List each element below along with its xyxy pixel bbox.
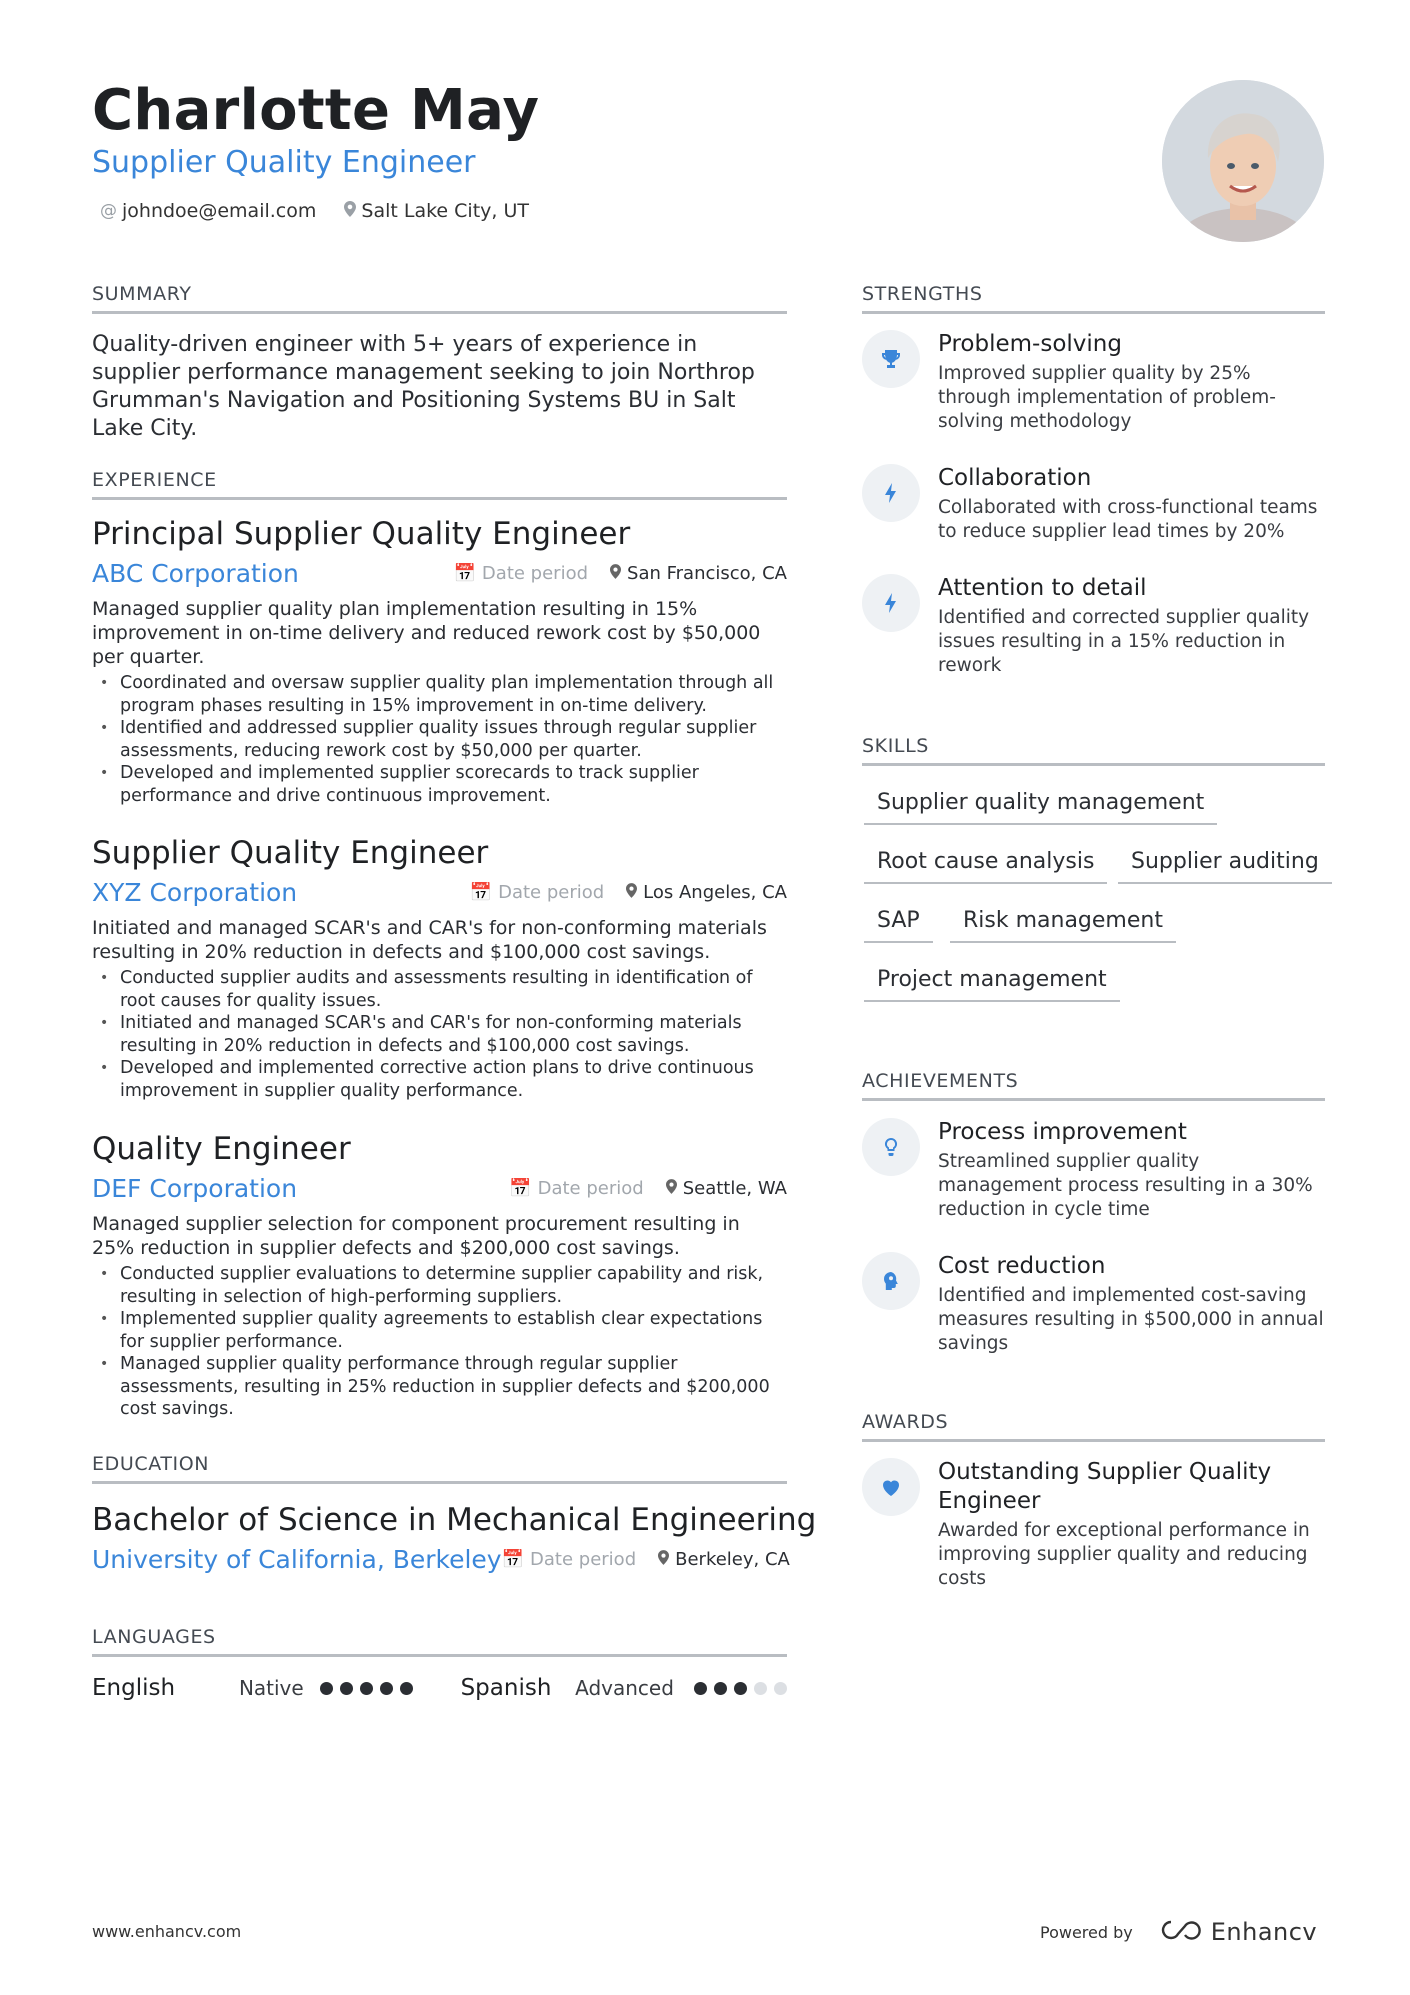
section-header-skills: SKILLS: [862, 735, 1325, 766]
job-location: Los Angeles, CA: [643, 881, 787, 903]
section-header-languages: LANGUAGES: [92, 1626, 787, 1657]
skill-tag: Project management: [864, 967, 1120, 1002]
strength-title: Problem-solving: [938, 331, 1122, 357]
company-name: XYZ Corporation: [92, 877, 298, 907]
rating-dot: [320, 1682, 333, 1695]
strength-item: [862, 330, 1325, 434]
strength-item: [862, 464, 1325, 544]
section-header-summary: SUMMARY: [92, 283, 787, 314]
list-item: • Developed and implemented supplier scorecards to track supplier performance and drive continuous improvement.: [92, 762, 787, 807]
lightning-icon: [862, 574, 920, 632]
language-rating: [694, 1682, 787, 1695]
skill-tag: Supplier auditing: [1118, 849, 1332, 884]
language-name: English: [92, 1675, 176, 1701]
achievement-description: Streamlined supplier quality management process resulting in a 30% reduction in cycle time: [938, 1151, 1313, 1220]
school-location: Berkeley, CA: [675, 1548, 790, 1570]
date-period: Date period: [481, 562, 589, 584]
lightning-icon: [862, 464, 920, 522]
location-text: Salt Lake City, UT: [361, 200, 529, 222]
list-item: • Identified and addressed supplier quality issues through regular supplier assessments, reducing rework cost by $50,000 per quarter.: [92, 717, 787, 762]
location-pin-icon: [666, 1179, 677, 1198]
job-title: Quality Engineer: [92, 1131, 351, 1167]
rating-dot: [360, 1682, 373, 1695]
skill-tag: Supplier quality management: [864, 790, 1217, 825]
rating-dot: [774, 1682, 787, 1695]
rating-dot: [400, 1682, 413, 1695]
section-header-achievements: ACHIEVEMENTS: [862, 1070, 1325, 1101]
job-location: San Francisco, CA: [627, 562, 787, 584]
skill-tag: Root cause analysis: [864, 849, 1107, 884]
languages-row: [92, 1675, 787, 1701]
skill-tag: SAP: [864, 908, 933, 943]
strength-item: [862, 574, 1325, 678]
list-item: • Implemented supplier quality agreements to establish clear expectations for supplier performance.: [92, 1308, 787, 1353]
strength-description: Improved supplier quality by 25% through implementation of problem-solving methodology: [938, 363, 1276, 432]
list-item: • Managed supplier quality performance through regular supplier assessments, resulting in 25% reduction in supplier defects and $200,000 cost savings.: [92, 1353, 787, 1421]
profile-photo: [1162, 80, 1324, 242]
section-header-awards: AWARDS: [862, 1411, 1325, 1442]
calendar-icon: 📅: [509, 1177, 532, 1199]
achievement-title: Cost reduction: [938, 1253, 1106, 1279]
list-item: • Conducted supplier audits and assessments resulting in identification of root causes for quality issues.: [92, 967, 787, 1012]
rating-dot: [340, 1682, 353, 1695]
location-pin-icon: [344, 201, 356, 222]
section-header-education: EDUCATION: [92, 1453, 787, 1484]
job-description: Managed supplier quality plan implementation resulting in 15% improvement in on-time delivery and reduced rework cost by $50,000 per quarter.: [92, 598, 761, 668]
date-period: Date period: [530, 1548, 637, 1570]
education-entry: [92, 1501, 817, 1577]
language-rating: [320, 1682, 413, 1695]
brand-name: Enhancv: [1210, 1918, 1318, 1946]
school-name: University of California, Berkeley: [92, 1544, 502, 1574]
award-item: [862, 1458, 1325, 1591]
contact-line: [100, 200, 529, 222]
list-item: • Conducted supplier evaluations to determine supplier capability and risk, resulting in selection of high-performing suppliers.: [92, 1263, 787, 1308]
at-icon: @: [100, 201, 117, 221]
rating-dot: [380, 1682, 393, 1695]
lightbulb-icon: [862, 1118, 920, 1176]
date-period: Date period: [537, 1177, 644, 1199]
footer-branding: [1040, 1918, 1317, 1946]
candidate-name: Charlotte May: [92, 78, 540, 143]
location-pin-icon: [658, 1550, 669, 1569]
strength-title: Collaboration: [938, 465, 1092, 491]
degree-title: Bachelor of Science in Mechanical Engineering: [92, 1502, 817, 1538]
language-name: Spanish: [460, 1675, 552, 1701]
trophy-icon: [862, 330, 920, 388]
calendar-icon: 📅: [453, 562, 476, 584]
rating-dot: [714, 1682, 727, 1695]
experience-entry: [92, 515, 787, 807]
job-description: Managed supplier selection for component procurement resulting in 25% reduction in supplier defects and $200,000 cost savings.: [92, 1213, 740, 1259]
achievement-item: [862, 1252, 1325, 1356]
achievement-item: [862, 1118, 1325, 1222]
enhancv-logo-icon: [1159, 1919, 1205, 1945]
section-header-strengths: STRENGTHS: [862, 283, 1325, 314]
calendar-icon: 📅: [469, 881, 493, 903]
skill-tag: Risk management: [950, 908, 1176, 943]
location-pin-icon: [626, 883, 637, 902]
calendar-icon: 📅: [501, 1548, 525, 1570]
company-name: ABC Corporation: [92, 558, 299, 588]
experience-entry: [92, 1130, 787, 1421]
date-period: Date period: [498, 881, 605, 903]
job-title: Principal Supplier Quality Engineer: [92, 516, 631, 552]
powered-by-text: Powered by: [1040, 1922, 1133, 1942]
achievement-description: Identified and implemented cost-saving measures resulting in $500,000 in annual savings: [938, 1285, 1324, 1354]
email-text[interactable]: johndoe@email.com: [122, 200, 317, 222]
experience-entry: [92, 834, 787, 1102]
heart-icon: [862, 1458, 920, 1516]
rating-dot: [754, 1682, 767, 1695]
language-level: Advanced: [575, 1676, 674, 1700]
award-title: Outstanding Supplier Quality Engineer: [938, 1459, 1272, 1514]
strength-title: Attention to detail: [938, 575, 1147, 601]
rating-dot: [734, 1682, 747, 1695]
job-description: Initiated and managed SCAR's and CAR's for non-conforming materials resulting in 20% reduction in defects and $100,000 cost savings.: [92, 917, 767, 963]
section-header-experience: EXPERIENCE: [92, 469, 787, 500]
company-name: DEF Corporation: [92, 1173, 298, 1203]
list-item: • Initiated and managed SCAR's and CAR's for non-conforming materials resulting in 20% reduction in defects and $100,000 cost savings.: [92, 1012, 787, 1057]
language-level: Native: [238, 1676, 304, 1700]
head-gear-icon: [862, 1252, 920, 1310]
location-pin-icon: [610, 564, 621, 583]
list-item: • Coordinated and oversaw supplier quality plan implementation through all program phases resulting in 15% improvement in on-time delivery.: [92, 672, 787, 717]
footer-website[interactable]: www.enhancv.com: [92, 1922, 242, 1941]
job-location: Seattle, WA: [682, 1177, 787, 1199]
strength-description: Identified and corrected supplier quality issues resulting in a 15% reduction in rework: [938, 607, 1310, 676]
job-title: Supplier Quality Engineer: [92, 835, 489, 871]
list-item: • Developed and implemented corrective action plans to drive continuous improvement in supplier quality performance.: [92, 1057, 787, 1102]
achievement-title: Process improvement: [938, 1119, 1187, 1145]
summary-text: Quality-driven engineer with 5+ years of experience in supplier performance management seeking to join Northrop Grumman's Navigation and Positioning Systems BU in Salt Lake City.: [92, 332, 755, 441]
candidate-title: Supplier Quality Engineer: [92, 145, 476, 180]
rating-dot: [694, 1682, 707, 1695]
strength-description: Collaborated with cross-functional teams to reduce supplier lead times by 20%: [938, 497, 1318, 542]
award-description: Awarded for exceptional performance in improving supplier quality and reducing costs: [938, 1520, 1310, 1589]
